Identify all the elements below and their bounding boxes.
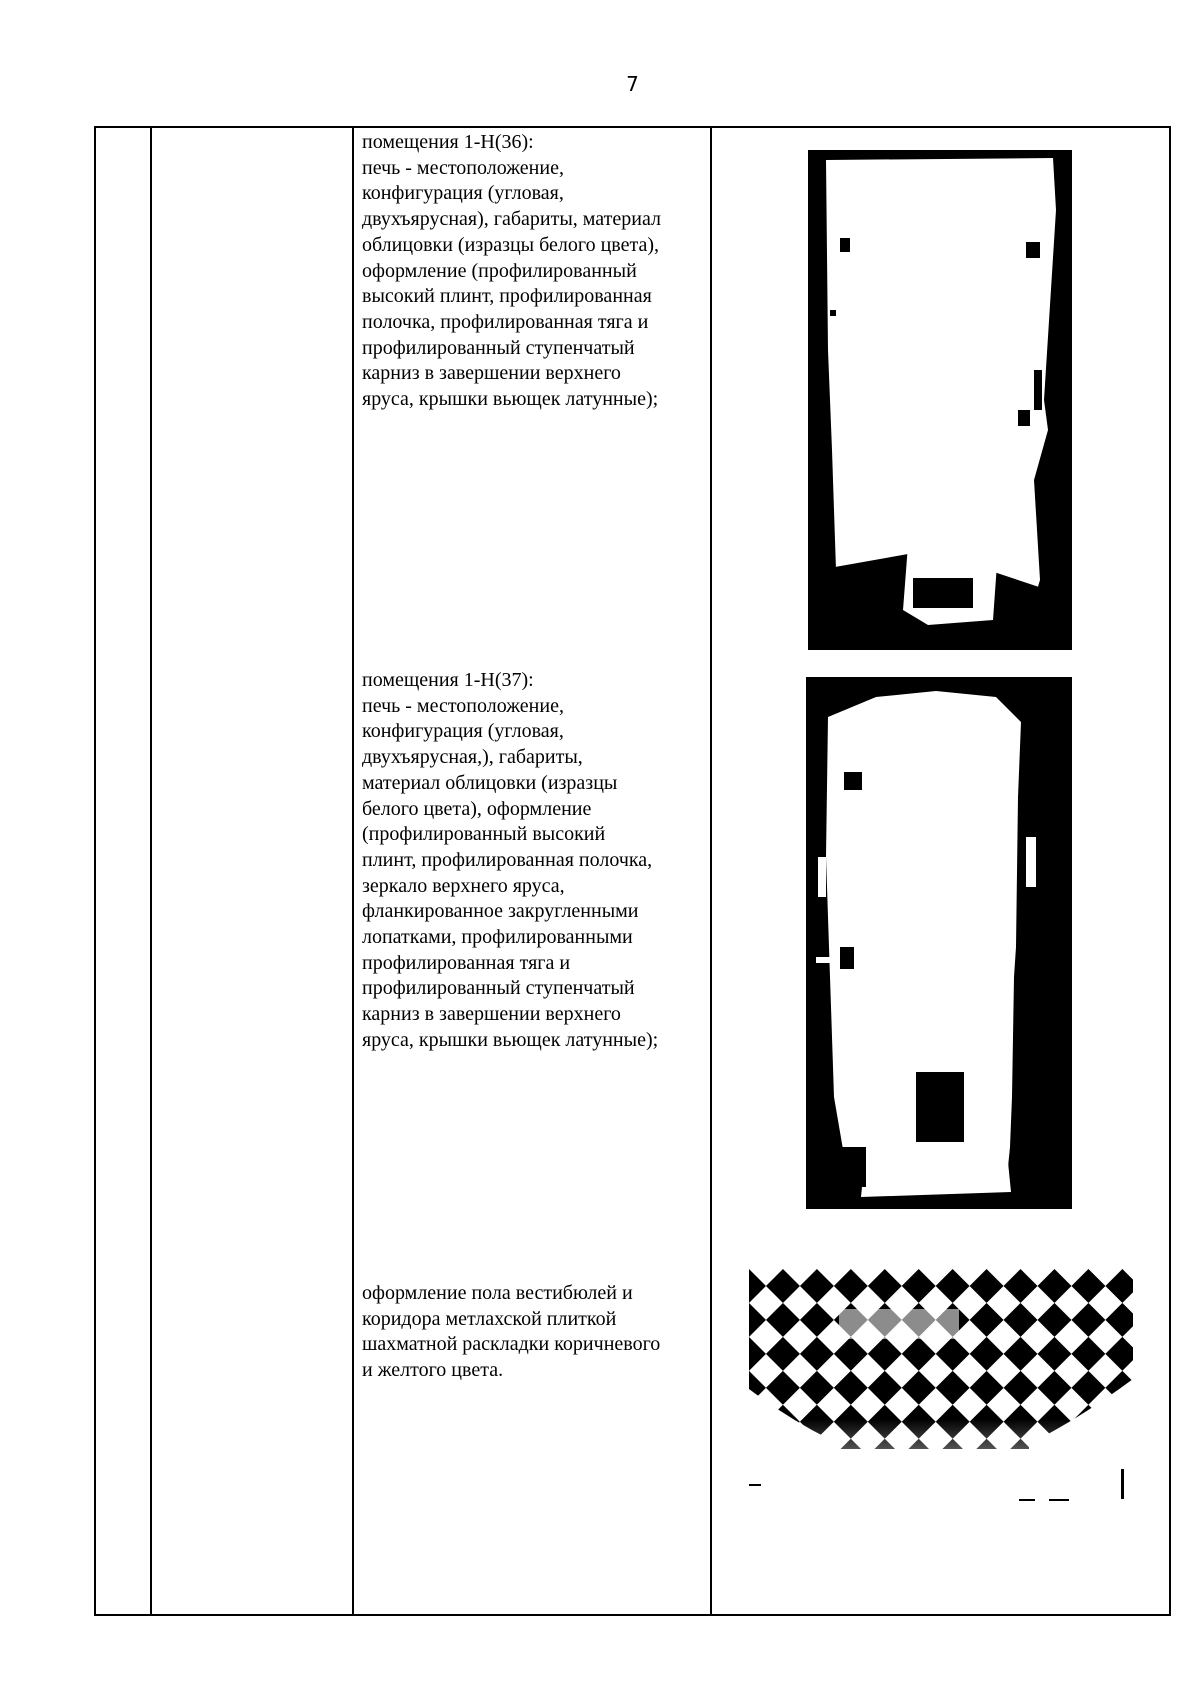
page-number: 7 xyxy=(626,72,639,96)
floor-tile-photo xyxy=(749,1269,1133,1512)
column-divider-1 xyxy=(150,128,152,1614)
column-divider-3 xyxy=(710,128,712,1614)
stove-37-description: помещения 1-Н(37): печь - местоположение, конфигурация (угловая, двухъярусная,), габариты, материал облицовки (изразцы белого цвета), оформление (профилированный высокий плинт, профилированная полочка, зеркало верхнего яруса, фланкированное закругленными лопатками, профилированными профилированная тяга и профилированный ступенчатый карниз в завершении верхнего яруса, крышки вьющек латунные); xyxy=(362,669,659,1051)
stove-36-photo xyxy=(808,150,1072,650)
stove-36-description: помещения 1-Н(36): печь - местоположение, конфигурация (угловая, двухъярусная), габариты, материал облицовки (изразцы белого цвета), оформление (профилированный высокий плинт, профилированная полочка, профилированная тяга и профилированный ступенчатый карниз в завершении верхнего яруса, крышки вьющек латунные); xyxy=(362,131,662,411)
stove-37-photo xyxy=(806,677,1072,1209)
floor-tile-description: оформление пола вестибюлей и коридора метлахской плиткой шахматной раскладки коричневого и желтого цвета. xyxy=(362,1282,661,1382)
column-divider-2 xyxy=(352,128,354,1614)
